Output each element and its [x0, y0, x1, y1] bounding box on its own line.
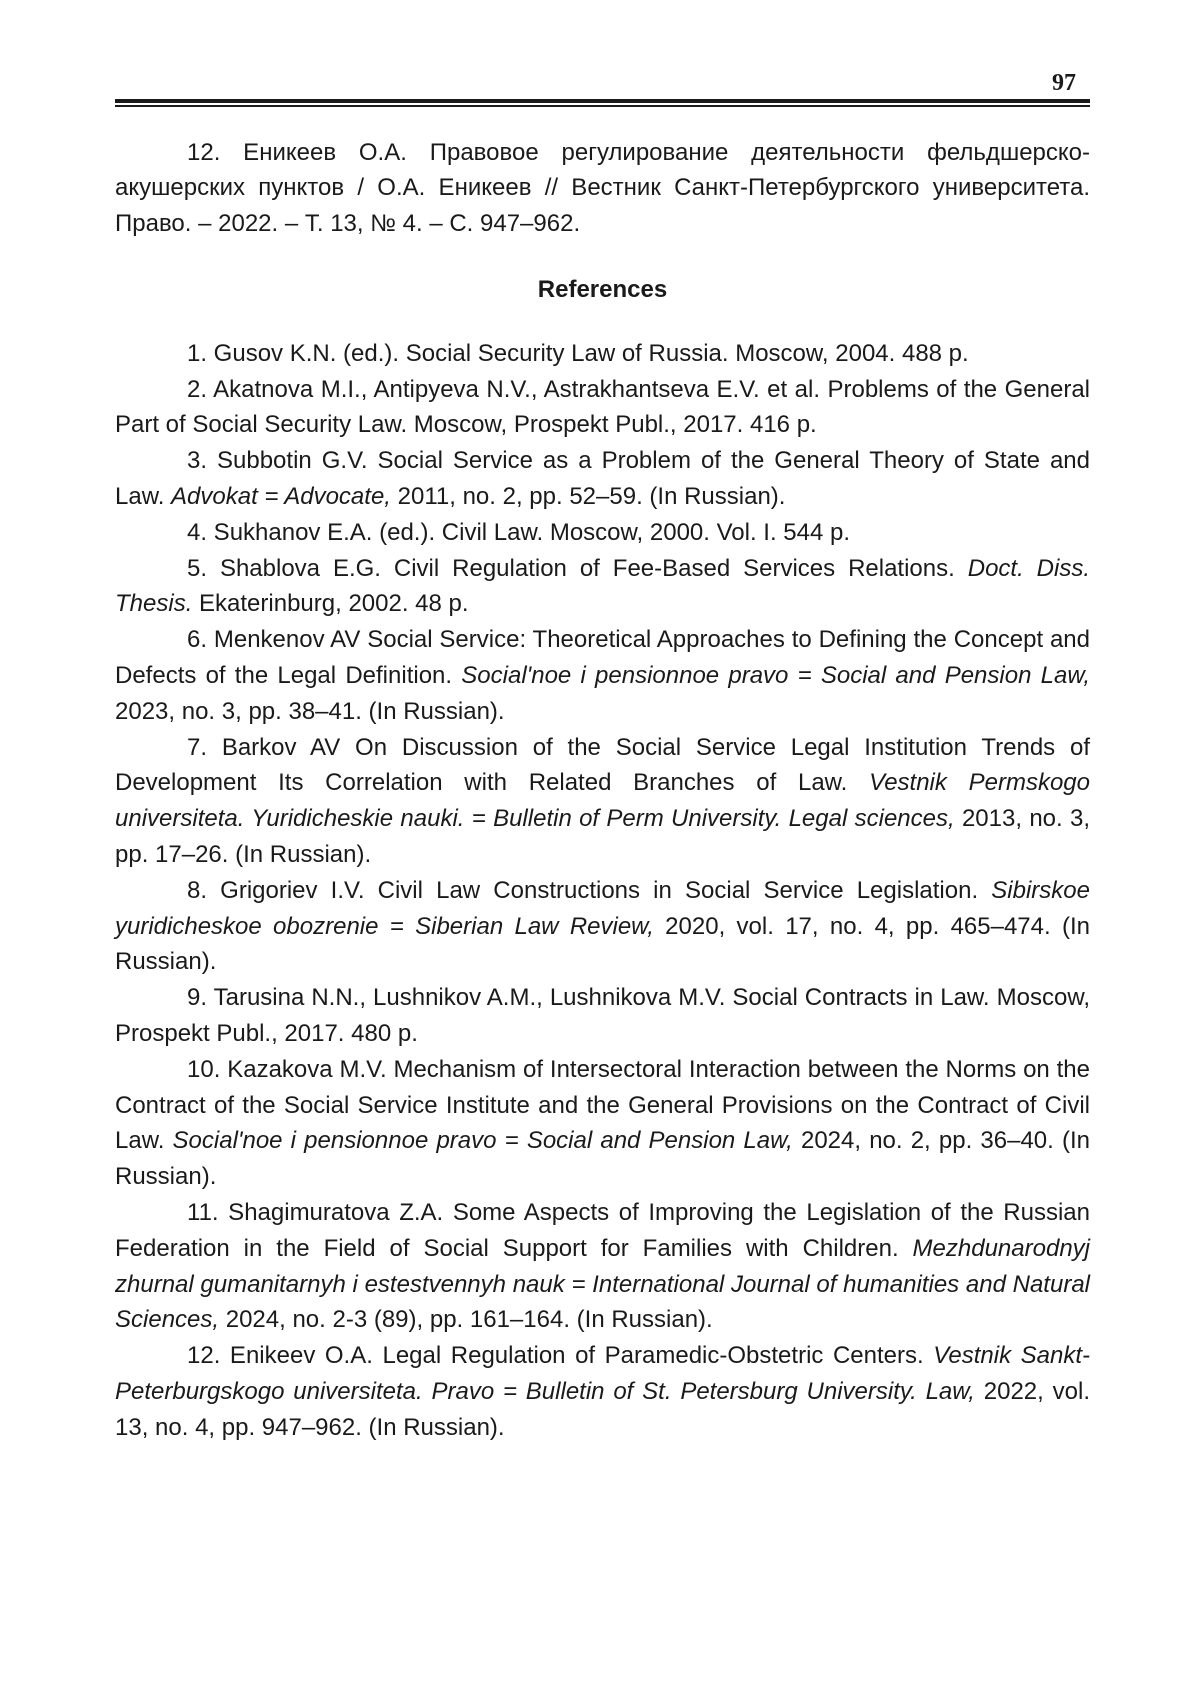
reference-item: 6. Menkenov AV Social Service: Theoretical Approaches to Defining the Concept and Defects of the Legal Definition. Social'noe i pensionnoe pravo = Social and Pension Law, 2023, no. 3, pp. 38–41. (In Russian).	[115, 626, 1091, 725]
reference-item: 5. Shablova E.G. Civil Regulation of Fee-Based Services Relations. Doct. Diss. Thesis. Ekaterinburg, 2002. 48 p.	[115, 554, 1091, 618]
reference-item: 9. Tarusina N.N., Lushnikov A.M., Lushnikova M.V. Social Contracts in Law. Moscow, Prospekt Publ., 2017. 480 p.	[115, 984, 1090, 1048]
reference-item: 12. Enikeev O.A. Legal Regulation of Paramedic-Obstetric Centers. Vestnik Sankt-Peterburgskogo universiteta. Pravo = Bulletin of St. Petersburg University. Law, 2022, vol. 13, no. 4, pp. 947–962. (In Russian).	[115, 1342, 1090, 1441]
reference-item: 4. Sukhanov E.A. (ed.). Civil Law. Moscow, 2000. Vol. I. 544 p.	[187, 518, 851, 546]
reference-item: 2. Akatnova M.I., Antipyeva N.V., Astrakhantseva E.V. et al. Problems of the General Part of Social Security Law. Moscow, Prospekt Publ., 2017. 416 p.	[115, 375, 1090, 439]
reference-item: 1. Gusov K.N. (ed.). Social Security Law of Russia. Moscow, 2004. 488 p.	[187, 339, 969, 367]
reference-item: 3. Subbotin G.V. Social Service as a Problem of the General Theory of State and Law. Advokat = Advocate, 2011, no. 2, pp. 52–59. (In Russian).	[115, 447, 1090, 511]
document-page	[115, 70, 1090, 1446]
reference-item: 8. Grigoriev I.V. Civil Law Constructions in Social Service Legislation. Sibirskoe yuridicheskoe obozrenie = Siberian Law Review, 2020, vol. 17, no. 4, pp. 465–474. (In Russian).	[115, 876, 1090, 976]
reference-item: 10. Kazakova M.V. Mechanism of Intersectoral Interaction between the Norms on the Contract of the Social Service Institute and the General Provisions on the Contract of Civil Law. Social'noe i pensionnoe pravo = Social and Pension Law, 2024, no. 2, pp. 36–40. (In Russian).	[115, 1055, 1090, 1191]
header-rule-thin	[115, 105, 1090, 107]
reference-item: 7. Barkov AV On Discussion of the Social Service Legal Institution Trends of Development Its Correlation with Related Branches of Law. Vestnik Permskogo universiteta. Yuridicheskie nauki. = Bulletin of Perm University. Legal sciences, 2013, no. 3, pp. 17–26. (In Russian).	[115, 733, 1090, 869]
page-content	[115, 135, 1090, 1446]
references-list	[115, 336, 1090, 1446]
references-heading: References	[537, 275, 668, 303]
header-rule-thick	[115, 99, 1090, 103]
page-number: 97	[1052, 70, 1076, 96]
russian-reference-entry: 12. Еникеев О.А. Правовое регулирование деятельности фельдшерско-акушерских пунктов / О.А. Еникеев // Вестник Санкт-Петербургского университета. Право. – 2022. – Т. 13, № 4. – С. 947–962.	[115, 138, 1090, 238]
reference-item: 11. Shagimuratova Z.A. Some Aspects of Improving the Legislation of the Russian Federation in the Field of Social Support for Families with Children. Mezhdunarodnyj zhurnal gumanitarnyh i estestvennyh nauk = International Journal of humanities and Natural Sciences, 2024, no. 2-3 (89), pp. 161–164. (In Russian).	[115, 1199, 1090, 1334]
